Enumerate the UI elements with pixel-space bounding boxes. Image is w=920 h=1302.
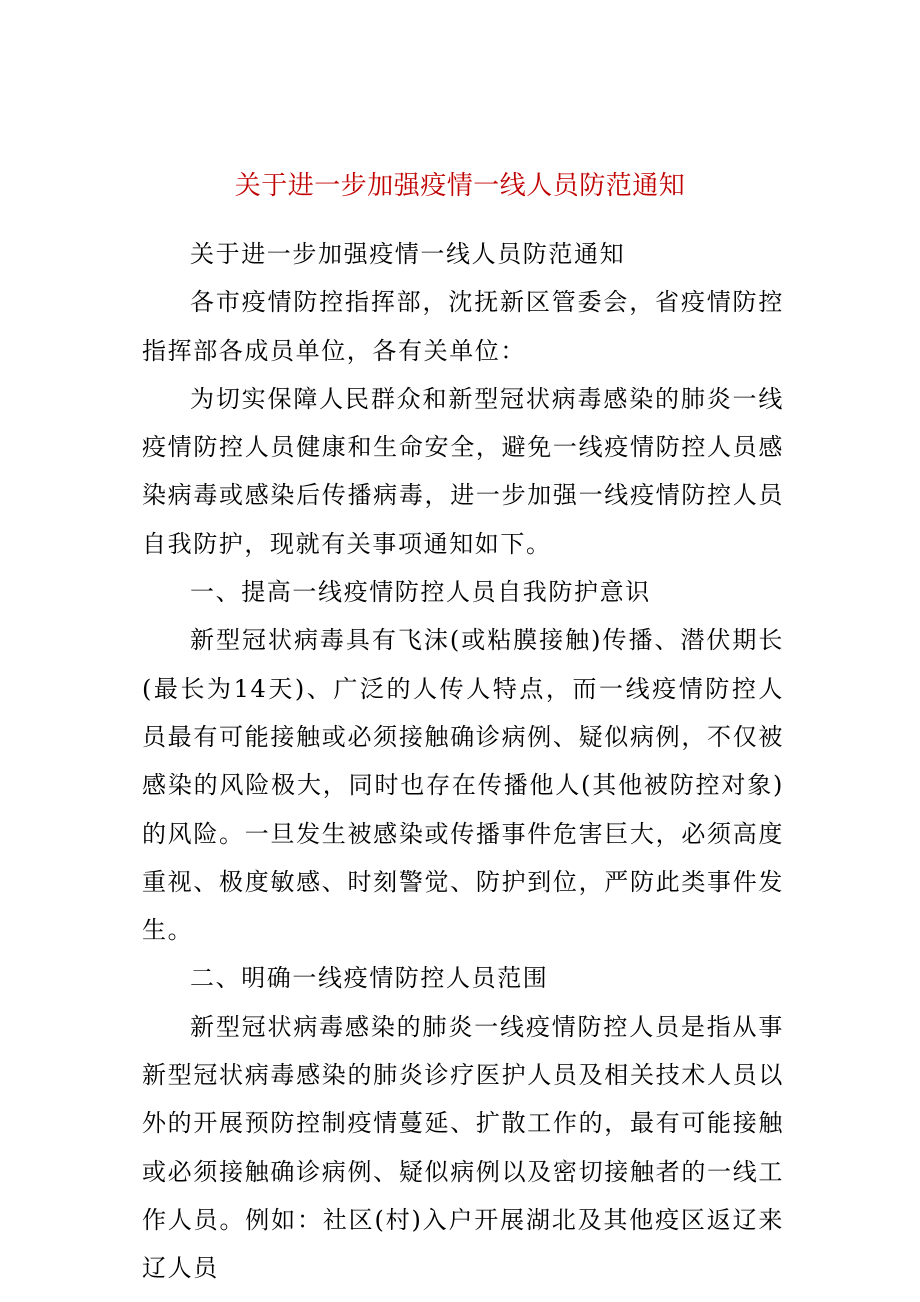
paragraph-purpose: 为切实保障人民群众和新型冠状病毒感染的肺炎一线疫情防控人员健康和生命安全，避免一线疫情防控人员感染病毒或感染后传播病毒，进一步加强一线疫情防控人员自我防护，现就有关事项通知如下。 xyxy=(142,384,784,558)
document-title: 关于进一步加强疫情一线人员防范通知 xyxy=(234,171,686,201)
paragraph-scope: 新型冠状病毒感染的肺炎一线疫情防控人员是指从事新型冠状病毒感染的肺炎诊疗医护人员及相关技术人员以外的开展预防控制疫情蔓延、扩散工作的，最有可能接触或必须接触确诊病例、疑似病例以及密切接触者的一线工作人员。例如：社区(村)入户开展湖北及其他疫区返辽来辽人员 xyxy=(142,1012,784,1283)
document-body xyxy=(142,230,784,1293)
paragraph-subject-line: 关于进一步加强疫情一线人员防范通知 xyxy=(190,240,626,268)
section-heading-awareness: 一、提高一线疫情防控人员自我防护意识 xyxy=(190,578,651,607)
section-heading-scope: 二、明确一线疫情防控人员范围 xyxy=(190,964,549,993)
paragraph-awareness: 新型冠状病毒具有飞沫(或粘膜接触)传播、潜伏期长(最长为14天)、广泛的人传人特点，而一线疫情防控人员最有可能接触或必须接触确诊病例、疑似病例，不仅被感染的风险极大，同时也存在传播他人(其他被防控对象)的风险。一旦发生被感染或传播事件危害巨大，必须高度重视、极度敏感、时刻警觉、防护到位，严防此类事件发生。 xyxy=(142,626,784,945)
paragraph-addressees: 各市疫情防控指挥部，沈抚新区管委会，省疫情防控指挥部各成员单位，各有关单位： xyxy=(142,288,784,365)
